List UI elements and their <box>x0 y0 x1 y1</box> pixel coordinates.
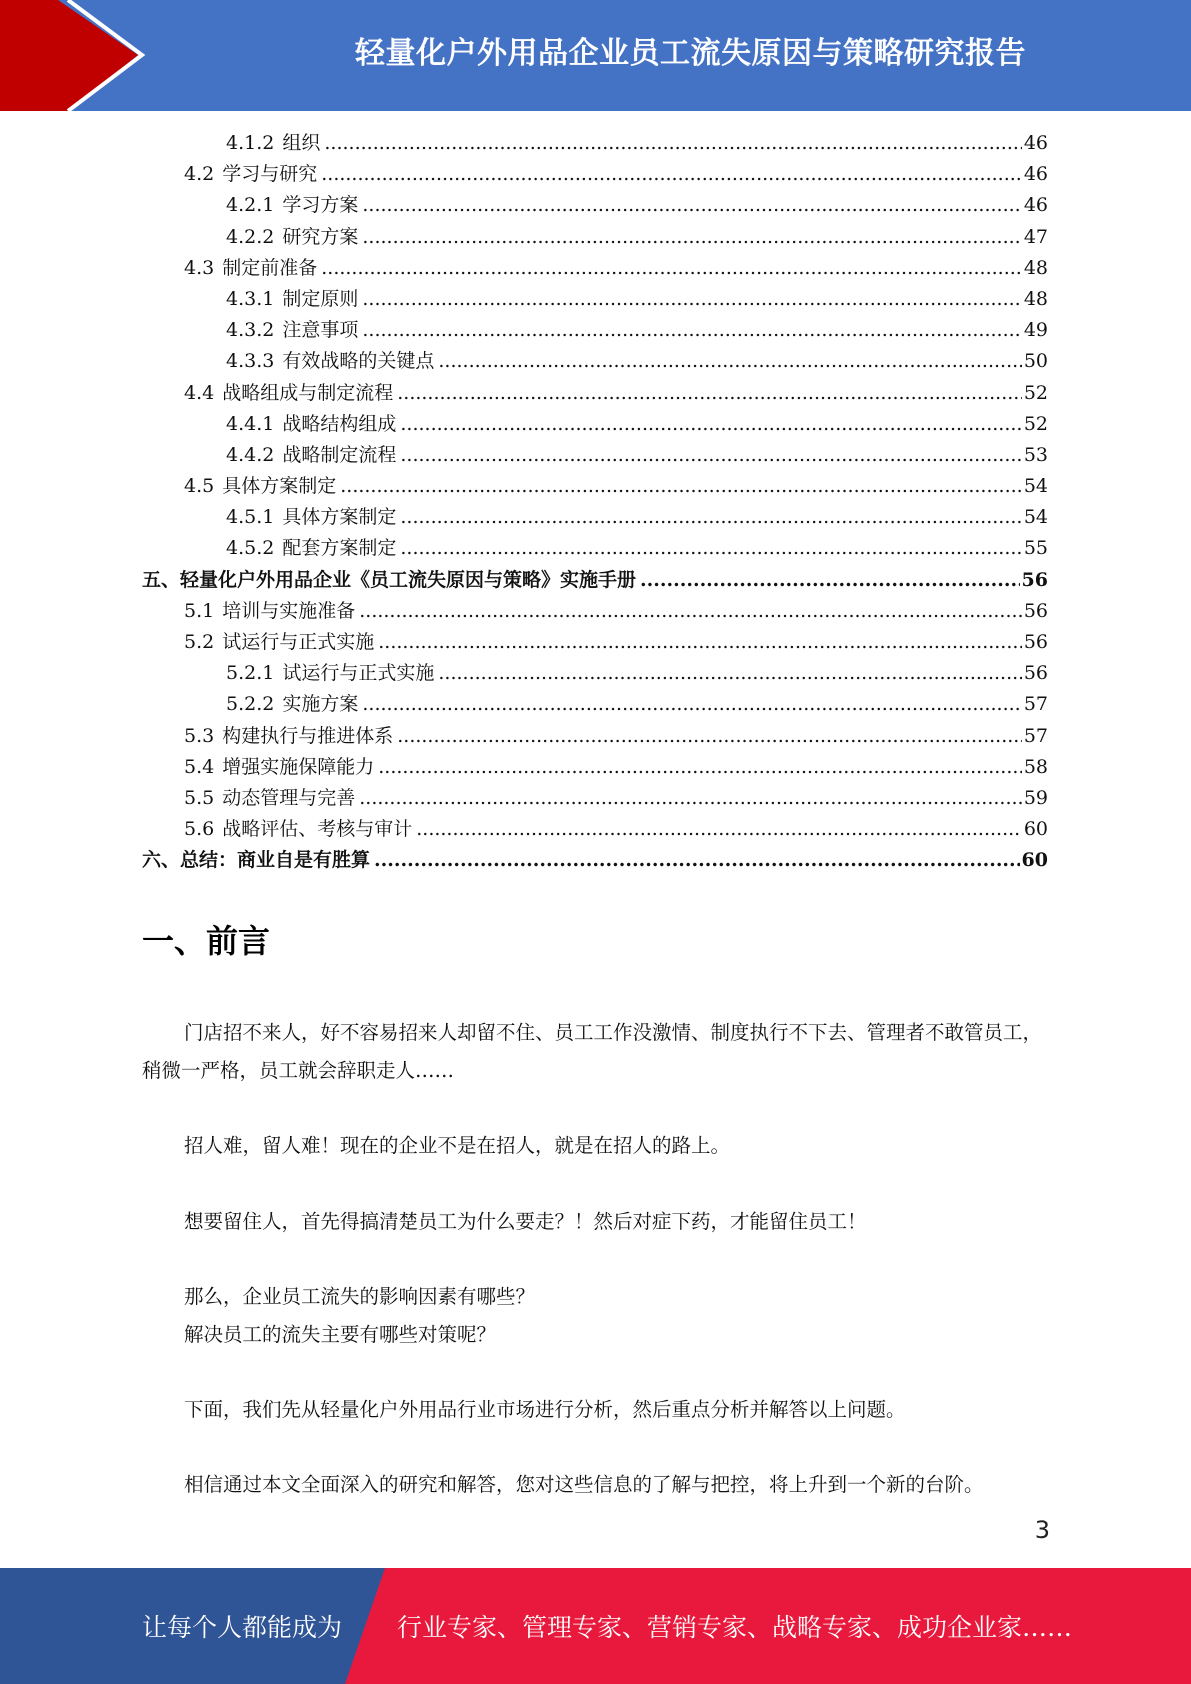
toc-entry-number: 5.4 <box>184 755 215 778</box>
toc-entry-page: 59 <box>1023 786 1048 809</box>
toc-dot-leader <box>359 596 1022 627</box>
toc-entry-page: 47 <box>1023 225 1048 248</box>
toc-dot-leader <box>362 689 1021 720</box>
paragraph: 解决员工的流失主要有哪些对策呢？ <box>184 1323 497 1346</box>
toc-entry[interactable] <box>142 721 1048 752</box>
toc-entry-title: 制定前准备 <box>222 256 318 279</box>
toc-entry-title: 动态管理与完善 <box>222 786 356 809</box>
toc-entry-number: 4.2 <box>184 163 215 186</box>
toc-entry-page: 54 <box>1023 475 1048 498</box>
toc-entry-title: 实施方案 <box>282 693 359 716</box>
toc-entry-title: 构建执行与推进体系 <box>222 724 394 747</box>
toc-entry-page: 46 <box>1023 194 1048 217</box>
toc-entry-number: 4.4 <box>184 381 215 404</box>
footer-banner <box>0 1568 1191 1684</box>
toc-dot-leader <box>397 721 1022 752</box>
toc-dot-leader <box>400 409 1021 440</box>
toc-entry-title: 组织 <box>282 132 321 154</box>
report-title: 轻量化户外用品企业员工流失原因与策略研究报告 <box>355 36 1026 71</box>
toc-entry-title: 轻量化户外用品企业《员工流失原因与策略》实施手册 <box>180 568 637 591</box>
toc-dot-leader <box>438 658 1021 689</box>
toc-dot-leader <box>378 627 1022 658</box>
toc-entry-number: 5.1 <box>184 599 215 622</box>
toc-entry-number: 4.5.1 <box>226 506 275 529</box>
toc-entry-number: 5.2.2 <box>226 693 275 716</box>
toc-dot-leader <box>324 128 1021 159</box>
paragraph: 招人难，留人难！现在的企业不是在招人，就是在招人的路上。 <box>184 1134 731 1157</box>
toc-entry-number: 4.4.2 <box>226 443 275 466</box>
toc-entry-title: 战略评估、考核与审计 <box>222 818 413 841</box>
toc-entry-title: 战略结构组成 <box>282 412 397 435</box>
toc-entry[interactable] <box>142 253 1048 284</box>
toc-entry-page: 48 <box>1023 287 1048 310</box>
toc-dot-leader <box>640 565 1020 596</box>
toc-entry-title: 有效战略的关键点 <box>282 350 435 373</box>
toc-entry[interactable] <box>142 627 1048 658</box>
toc-entry-number: 5.2.1 <box>226 662 275 685</box>
toc-entry-title: 配套方案制定 <box>282 537 397 560</box>
table-of-contents <box>142 128 1048 877</box>
paragraph: 下面，我们先从轻量化户外用品行业市场进行分析，然后重点分析并解答以上问题。 <box>184 1398 906 1421</box>
toc-dot-leader <box>340 471 1022 502</box>
toc-dot-leader <box>400 502 1021 533</box>
toc-dot-leader <box>416 814 1022 845</box>
toc-entry[interactable] <box>142 128 1048 159</box>
toc-entry-number: 5.2 <box>184 631 215 653</box>
toc-entry-number: 4.5.2 <box>226 537 275 560</box>
toc-entry[interactable] <box>142 222 1048 253</box>
toc-entry-page: 52 <box>1023 412 1048 435</box>
toc-entry-title: 具体方案制定 <box>222 475 337 498</box>
toc-entry[interactable] <box>142 658 1048 689</box>
toc-entry-page: 46 <box>1023 132 1048 154</box>
toc-entry-number: 4.3.1 <box>226 287 275 310</box>
toc-entry[interactable] <box>142 159 1048 190</box>
toc-entry-number: 4.5 <box>184 475 215 498</box>
toc-entry[interactable] <box>142 783 1048 814</box>
toc-entry-number: 五、 <box>142 568 181 591</box>
toc-entry[interactable] <box>142 315 1048 346</box>
toc-entry-page: 54 <box>1023 506 1048 529</box>
toc-entry[interactable] <box>142 533 1048 564</box>
toc-entry-page: 57 <box>1023 724 1048 747</box>
toc-entry-title: 具体方案制定 <box>282 506 397 529</box>
paragraph-intro: 门店招不来人，好不容易招来人却留不住、员工工作没激情、制度执行不下去、管理者不敢管员工，稍微一严格，员工就会辞职走人…… <box>142 1021 1043 1082</box>
toc-dot-leader <box>321 159 1022 190</box>
page-number: 3 <box>1034 1516 1050 1544</box>
toc-entry-number: 4.2.1 <box>226 194 275 217</box>
toc-entry[interactable] <box>142 409 1048 440</box>
toc-entry-number: 5.3 <box>184 724 215 747</box>
toc-dot-leader <box>397 378 1022 409</box>
toc-entry[interactable] <box>142 596 1048 627</box>
toc-dot-leader <box>362 190 1021 221</box>
paragraph: 想要留住人，首先得搞清楚员工为什么要走？！然后对症下药，才能留住员工！ <box>184 1210 867 1233</box>
toc-entry-number: 5.6 <box>184 818 215 841</box>
toc-entry-title: 注意事项 <box>282 319 359 342</box>
toc-dot-leader <box>438 346 1021 377</box>
toc-entry[interactable] <box>142 346 1048 377</box>
toc-entry[interactable] <box>142 471 1048 502</box>
toc-entry-page: 56 <box>1023 599 1048 622</box>
toc-entry-page: 57 <box>1023 693 1048 716</box>
toc-entry-page: 46 <box>1023 163 1048 186</box>
toc-dot-leader <box>321 253 1022 284</box>
toc-entry-page: 53 <box>1023 443 1048 466</box>
toc-entry[interactable] <box>142 502 1048 533</box>
toc-dot-leader <box>400 533 1021 564</box>
toc-entry-page: 56 <box>1023 631 1048 653</box>
toc-entry-page: 56 <box>1023 662 1048 685</box>
section-title: 一、前言 <box>142 922 271 960</box>
toc-entry[interactable] <box>142 378 1048 409</box>
footer-slogan-left: 让每个人都能成为 <box>142 1613 343 1642</box>
header-banner <box>0 0 1191 111</box>
toc-dot-leader <box>374 845 1020 876</box>
toc-entry-title: 试运行与正式实施 <box>222 631 375 653</box>
toc-dot-leader <box>400 440 1021 471</box>
toc-entry-page: 48 <box>1023 256 1048 279</box>
toc-entry-title: 学习与研究 <box>222 163 318 186</box>
toc-entry-title: 培训与实施准备 <box>222 599 356 622</box>
toc-entry[interactable] <box>142 190 1048 221</box>
toc-entry[interactable] <box>142 440 1048 471</box>
toc-entry-number: 5.5 <box>184 786 215 809</box>
toc-entry-number: 4.1.2 <box>226 132 275 154</box>
toc-dot-leader <box>362 284 1021 315</box>
toc-entry-number: 4.3.3 <box>226 350 275 373</box>
toc-entry-title: 增强实施保障能力 <box>222 755 375 778</box>
toc-dot-leader <box>362 222 1021 253</box>
toc-entry[interactable] <box>142 284 1048 315</box>
toc-entry-page: 60 <box>1023 818 1048 841</box>
toc-entry-title: 试运行与正式实施 <box>282 662 435 685</box>
paragraph: 那么，企业员工流失的影响因素有哪些？ <box>184 1285 536 1308</box>
toc-entry-page: 60 <box>1021 849 1048 872</box>
toc-entry-page: 56 <box>1021 568 1048 591</box>
toc-entry[interactable] <box>142 565 1048 596</box>
footer-slogan-right: 行业专家、管理专家、营销专家、战略专家、成功企业家…… <box>397 1613 1073 1642</box>
toc-dot-leader <box>378 752 1022 783</box>
toc-entry[interactable] <box>142 752 1048 783</box>
toc-entry-page: 55 <box>1023 537 1048 560</box>
toc-entry-page: 50 <box>1023 350 1048 373</box>
toc-entry[interactable] <box>142 689 1048 720</box>
paragraph: 相信通过本文全面深入的研究和解答，您对这些信息的了解与把控，将上升到一个新的台阶。 <box>184 1473 984 1496</box>
toc-entry-page: 49 <box>1023 319 1048 342</box>
toc-entry-number: 4.3.2 <box>226 319 275 342</box>
toc-entry-title: 总结：商业自是有胜算 <box>180 849 371 872</box>
toc-entry-number: 4.2.2 <box>226 225 275 248</box>
toc-entry-page: 52 <box>1023 381 1048 404</box>
toc-entry-page: 58 <box>1023 755 1048 778</box>
toc-entry-title: 研究方案 <box>282 225 359 248</box>
toc-entry-title: 制定原则 <box>282 287 359 310</box>
toc-entry-title: 学习方案 <box>282 194 359 217</box>
toc-entry-number: 4.3 <box>184 256 215 279</box>
toc-entry[interactable] <box>142 814 1048 845</box>
toc-entry-number: 六、 <box>142 849 181 872</box>
toc-entry[interactable] <box>142 845 1048 876</box>
toc-entry-title: 战略组成与制定流程 <box>222 381 394 404</box>
toc-dot-leader <box>362 315 1021 346</box>
toc-dot-leader <box>359 783 1022 814</box>
toc-entry-number: 4.4.1 <box>226 412 275 435</box>
toc-entry-title: 战略制定流程 <box>282 443 397 466</box>
